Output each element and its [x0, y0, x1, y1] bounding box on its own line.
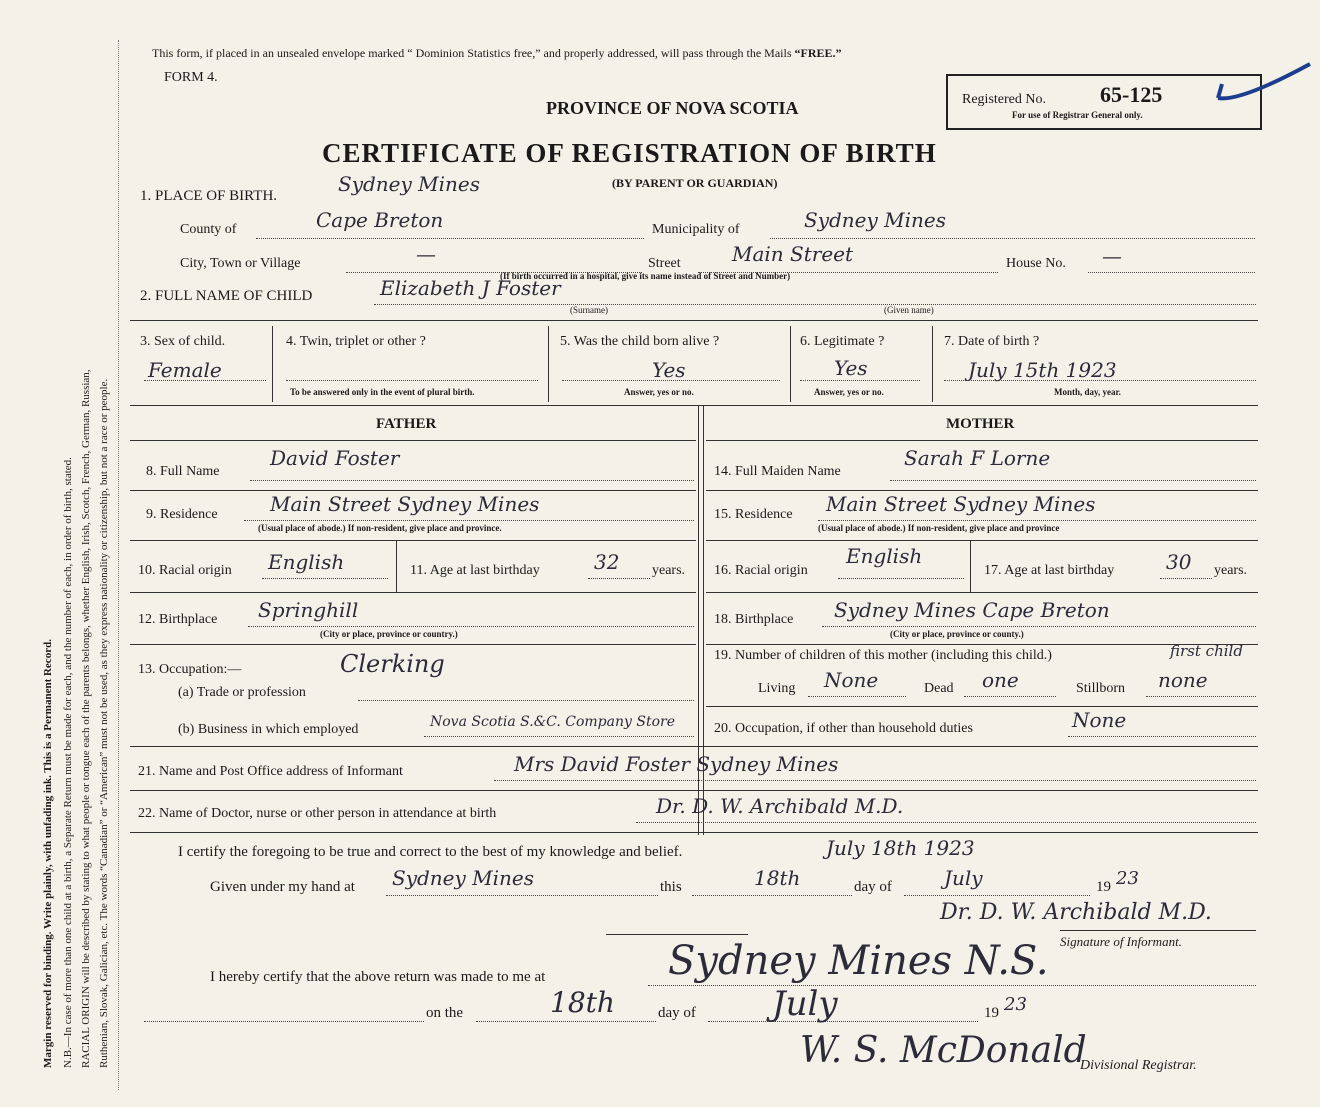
stillborn-label: Stillborn — [1076, 681, 1126, 696]
dob-label: 7. Date of birth ? — [944, 334, 1040, 349]
children-label: 19. Number of children of this mother (including this child.) — [714, 648, 1052, 663]
mother-residence-note: (Usual place of abode.) If non-resident, give place and province — [818, 523, 1060, 533]
given-label: Given under my hand at — [210, 879, 355, 895]
father-occupation-value: Clerking — [340, 650, 445, 678]
mother-name-value: Sarah F Lorne — [904, 446, 1051, 470]
given-day: 18th — [754, 866, 801, 890]
registrar-signature: W. S. McDonald — [800, 1030, 1087, 1071]
mother-racial-value: English — [846, 544, 923, 568]
margin-note-2: N.B.—In case of more than one child at a birth, a Separate Return must be made for each, and the number of each, in order of birth, stated. — [62, 457, 74, 1068]
certify-line: I certify the foregoing to be true and correct to the best of my knowledge and belief. — [178, 844, 683, 860]
legitimate-value: Yes — [834, 356, 868, 380]
by-parent-note: (BY PARENT OR GUARDIAN) — [612, 176, 778, 190]
municipality-value: Sydney Mines — [804, 208, 947, 232]
sex-label: 3. Sex of child. — [140, 334, 226, 349]
mother-age-label: 17. Age at last birthday — [984, 563, 1115, 578]
house-label: House No. — [1006, 256, 1066, 271]
city-value: — — [416, 242, 436, 266]
signature-informant-label: Signature of Informant. — [1060, 934, 1182, 949]
margin-note-4: Ruthenian, Slovak, Galician, etc. The words “Canadian” or “American” must not be used, as they express nationality or citizenship, but not a race or people. — [98, 378, 110, 1068]
registrar-dayof-label: day of — [658, 1005, 696, 1021]
business-label: (b) Business in which employed — [178, 722, 359, 737]
place-of-birth-label: 1. PLACE OF BIRTH. — [140, 188, 278, 204]
twin-note: To be answered only in the event of plural birth. — [290, 387, 475, 397]
alive-value: Yes — [652, 358, 686, 382]
mother-name-label: 14. Full Maiden Name — [714, 464, 841, 479]
county-label: County of — [180, 222, 237, 237]
mother-occupation-label: 20. Occupation, if other than household duties — [714, 721, 973, 736]
informant-value: Mrs David Foster Sydney Mines — [514, 752, 839, 776]
father-residence-value: Main Street Sydney Mines — [270, 492, 540, 516]
given-place: Sydney Mines — [392, 866, 535, 890]
father-residence-label: 9. Residence — [146, 507, 218, 522]
stillborn-value: none — [1158, 668, 1208, 692]
margin-note-1: Margin reserved for binding. Write plainly, with unfading ink. This is a Permanent Record. — [42, 639, 54, 1068]
city-label: City, Town or Village — [180, 256, 301, 271]
province-title: PROVINCE OF NOVA SCOTIA — [546, 98, 799, 118]
alive-note: Answer, yes or no. — [624, 387, 694, 397]
registrar-year-prefix: 19 — [984, 1005, 999, 1021]
given-year: 23 — [1116, 868, 1139, 889]
children-value: first child — [1170, 642, 1243, 660]
informant-label: 21. Name and Post Office address of Informant — [138, 764, 403, 779]
father-name-value: David Foster — [270, 446, 400, 470]
legitimate-label: 6. Legitimate ? — [800, 334, 885, 349]
margin-note-3: RACIAL ORIGIN will be described by stating to what people or tongue each of the parents belongs, whether English, Irish, Scotch, French, German, Russian, — [80, 369, 92, 1068]
form-number: FORM 4. — [164, 70, 218, 85]
given-dayof-label: day of — [854, 879, 892, 895]
blue-check-mark — [1210, 58, 1315, 106]
mail-notice: This form, if placed in an unsealed envelope marked “ Dominion Statistics free,” and properly addressed, will pass through the Mails “FREE.” — [152, 46, 842, 60]
given-year-prefix: 19 — [1096, 879, 1111, 895]
living-label: Living — [758, 681, 796, 696]
father-heading: FATHER — [376, 416, 437, 432]
registrar-line: I hereby certify that the above return was made to me at — [210, 969, 546, 985]
twin-label: 4. Twin, triplet or other ? — [286, 334, 426, 349]
doctor-value: Dr. D. W. Archibald M.D. — [656, 794, 904, 818]
mother-residence-label: 15. Residence — [714, 507, 793, 522]
registrar-day: 18th — [550, 986, 615, 1019]
mother-occupation-value: None — [1072, 708, 1127, 732]
street-label: Street — [648, 256, 681, 271]
mother-birthplace-label: 18. Birthplace — [714, 612, 794, 627]
father-years-label: years. — [652, 563, 686, 578]
informant-signature: Dr. D. W. Archibald M.D. — [940, 900, 1212, 925]
business-value: Nova Scotia S.&C. Company Store — [430, 714, 675, 730]
sex-value: Female — [148, 358, 222, 382]
father-birthplace-note: (City or place, province or country.) — [320, 629, 458, 639]
hospital-note: (If birth occurred in a hospital, give its name instead of Street and Number) — [500, 271, 791, 281]
legitimate-note: Answer, yes or no. — [814, 387, 884, 397]
dead-value: one — [982, 668, 1019, 692]
father-occupation-label: 13. Occupation:— — [138, 662, 242, 677]
on-the-label: on the — [426, 1005, 464, 1021]
dob-value: July 15th 1923 — [968, 358, 1117, 382]
child-name-label: 2. FULL NAME OF CHILD — [140, 288, 313, 304]
street-value: Main Street — [732, 242, 854, 266]
this-label: this — [660, 879, 682, 895]
given-name-note: (Given name) — [884, 305, 934, 315]
certificate-title: CERTIFICATE OF REGISTRATION OF BIRTH — [322, 138, 937, 168]
registrar-place: Sydney Mines N.S. — [668, 938, 1049, 984]
dead-label: Dead — [924, 681, 954, 696]
surname-note: (Surname) — [570, 305, 608, 315]
child-name-value: Elizabeth J Foster — [380, 276, 561, 300]
mother-years-label: years. — [1214, 563, 1248, 578]
father-racial-label: 10. Racial origin — [138, 563, 232, 578]
dob-note: Month, day, year. — [1054, 387, 1121, 397]
registrar-month: July — [772, 984, 838, 1024]
given-month: July — [944, 866, 983, 890]
father-birthplace-label: 12. Birthplace — [138, 612, 218, 627]
mother-age-value: 30 — [1166, 550, 1192, 574]
certify-date: July 18th 1923 — [826, 836, 975, 860]
mother-racial-label: 16. Racial origin — [714, 563, 808, 578]
mother-residence-value: Main Street Sydney Mines — [826, 492, 1096, 516]
registrar-year: 23 — [1004, 994, 1027, 1015]
father-age-value: 32 — [594, 550, 620, 574]
county-value: Cape Breton — [316, 208, 444, 232]
father-birthplace-value: Springhill — [258, 598, 359, 622]
living-value: None — [824, 668, 879, 692]
place-of-birth-value: Sydney Mines — [338, 172, 481, 196]
divisional-registrar-label: Divisional Registrar. — [1080, 1058, 1197, 1073]
mother-birthplace-note: (City or place, province or county.) — [890, 629, 1024, 639]
father-name-label: 8. Full Name — [146, 464, 220, 479]
mother-birthplace-value: Sydney Mines Cape Breton — [834, 598, 1110, 622]
municipality-label: Municipality of — [652, 222, 740, 237]
father-racial-value: English — [268, 550, 345, 574]
alive-label: 5. Was the child born alive ? — [560, 334, 720, 349]
registrar-use-note: For use of Registrar General only. — [1012, 110, 1143, 120]
father-residence-note: (Usual place of abode.) If non-resident, give place and province. — [258, 523, 502, 533]
house-value: — — [1102, 244, 1122, 268]
registered-label: Registered No. — [962, 92, 1046, 107]
father-age-label: 11. Age at last birthday — [410, 563, 540, 578]
doctor-label: 22. Name of Doctor, nurse or other person in attendance at birth — [138, 806, 497, 821]
registered-number: 65-125 — [1100, 82, 1163, 107]
mother-heading: MOTHER — [946, 416, 1015, 432]
trade-label: (a) Trade or profession — [178, 685, 306, 700]
